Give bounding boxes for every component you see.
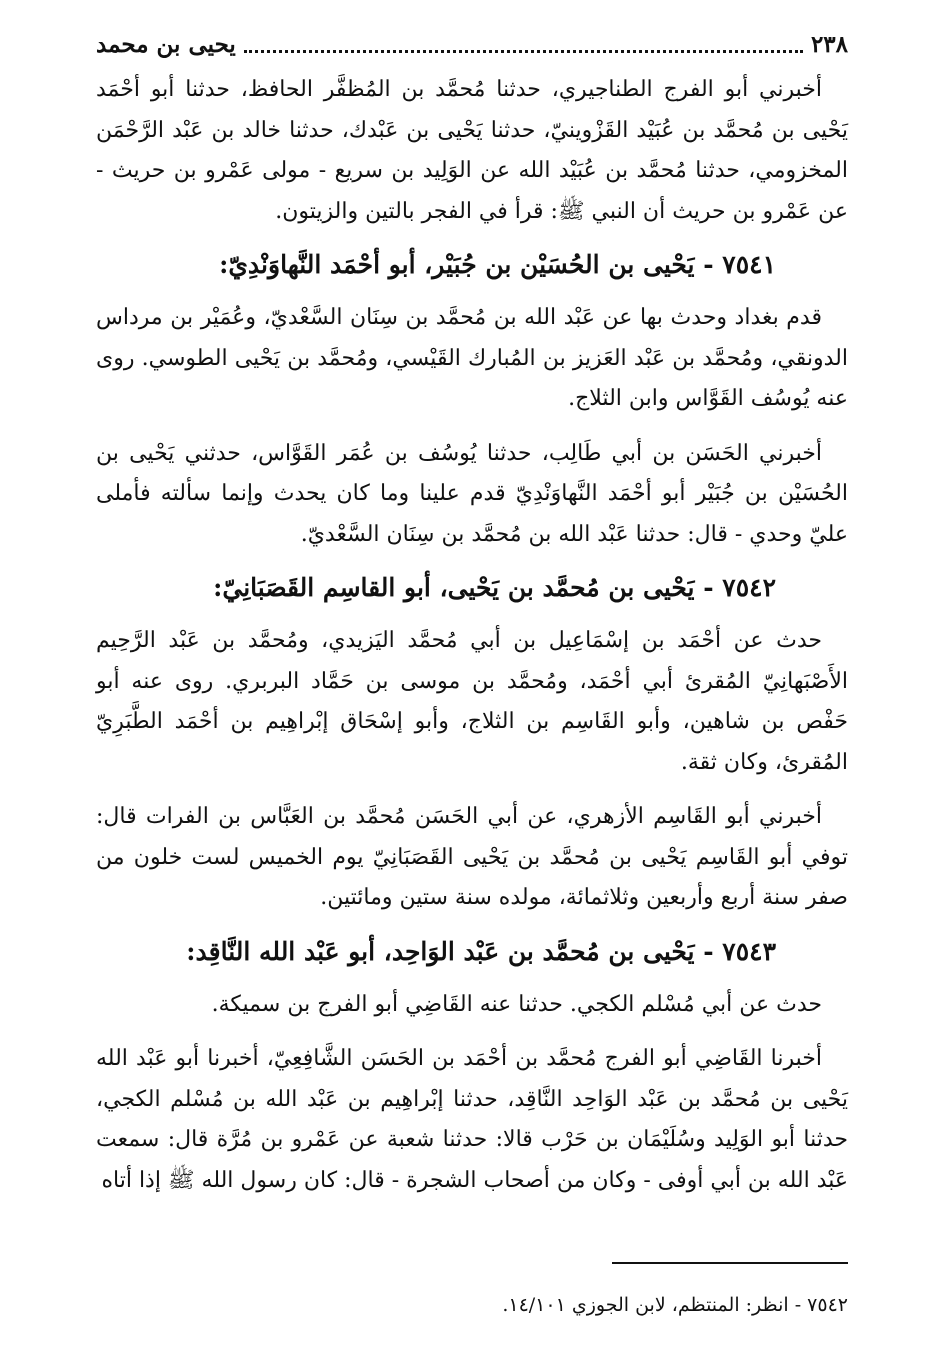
paragraph: أخبرني الحَسَن بن أبي طَالِب، حدثنا يُوسُف بن عُمَر القَوَّاس، حدثني يَحْيى بن الحُسَيْن بن جُبَيْر أبو أحْمَد النَّهاوَنْدِيّ قدم علينا وما كان يحدث وإنما سألته فأملى عليّ وحدي - قال: حدثنا عَبْد الله بن مُحمَّد بن سِنَان السَّعْديّ. — [96, 440, 848, 547]
paragraph: أخبرنا القَاضِي أبو الفرج مُحمَّد بن أحْمَد بن الحَسَن الشَّافِعِيّ، أخبرنا أبو عَبْد الله يَحْيى بن مُحمَّد بن عَبْد الوَاحِد النَّاقِد، حدثنا إبْراهِيم بن عَبْد الله بن مُسْلم الكجي، حدثنا أبو الوَلِيد وسُلَيْمَان بن حَرْب قالا: حدثنا شعبة عن عَمْرو بن مُرَّة قال: سمعت عَبْد الله بن أبي أوفى - وكان من أصحاب الشجرة - قال: كان رسول الله ﷺ إذا أتاه — [96, 1046, 848, 1193]
paragraph: حدث عن أبي مُسْلم الكجي. حدثنا عنه القَاضِي أبو الفرج بن سميكة. — [211, 991, 822, 1017]
entry-heading: ٧٥٤١ - يَحْيى بن الحُسَيْن بن جُبَيْر، أبو أحْمَد النَّهاوَنْدِيّ: — [219, 250, 776, 279]
footnote-rule — [612, 1262, 848, 1264]
entry-heading: ٧٥٤٣ - يَحْيى بن مُحمَّد بن عَبْد الوَاحِد، أبو عَبْد الله النَّاقِد: — [186, 936, 776, 966]
paragraph: أخبرني أبو الفرج الطناجيري، حدثنا مُحمَّد بن المُظفَّر الحافظ، حدثنا أبو أحْمَد يَحْيى بن مُحمَّد بن عُبَيْد القَزْوينيّ، حدثنا يَحْيى بن عَبْدك، حدثنا خالد بن عَبْد الرَّحْمَن المخزومي، حدثنا مُحمَّد بن عُبَيْد الله عن الوَلِيد بن سريع - مولى عَمْرو بن حريث - عن عَمْرو بن حريث أن النبي ﷺ: قرأ في الفجر بالتين والزيتون. — [96, 77, 848, 224]
paragraph: حدث عن أحْمَد بن إسْمَاعِيل بن أبي مُحمَّد اليَزيدي، ومُحمَّد بن عَبْد الرَّحِيم الأَصْبَهانِيّ المُقرئ أبي أحْمَد، ومُحمَّد بن موسى بن حَمَّاد البربري. روى عنه أبو حَفْص بن شاهين، وأبو القَاسِم بن الثلاج، وأبو إسْحَاق إبْراهِيم بن أحْمَد الطَّبَرِيّ المُقرئ، وكان ثقة. — [96, 628, 848, 775]
footnote: ٧٥٤٢ - انظر: المنتظم، لابن الجوزي ١٤/١٠١. — [502, 1294, 848, 1316]
paragraph: قدم بغداد وحدث بها عن عَبْد الله بن مُحمَّد بن سِنَان السَّعْديّ، وعُمَيْر بن مرداس الدونقي، ومُحمَّد بن عَبْد العَزيز بن المُبارك القَيْسي، ومُحمَّد بن يَحْيى الطوسي. روى عنه يُوسُف القَوَّاس وابن الثلاج. — [96, 305, 848, 411]
running-title: يحيى بن محمد — [96, 31, 236, 58]
leader-dots — [244, 50, 803, 53]
page-number: ٢٣٨ — [810, 31, 848, 58]
paragraph: أخبرني أبو القَاسِم الأزهري، عن أبي الحَسَن مُحمَّد بن العَبَّاس بن الفرات قال: توفي أبو القَاسِم يَحْيى بن مُحمَّد بن يَحْيى القَصَبَانِيّ يوم الخميس لست خلون من صفر سنة أربع وأربعين وثلاثمائة، مولده سنة ستين ومائتين. — [96, 804, 849, 910]
running-header — [96, 28, 848, 62]
entry-heading: ٧٥٤٢ - يَحْيى بن مُحمَّد بن يَحْيى، أبو القاسِم القَصَبَانِيّ: — [213, 573, 776, 602]
page-body — [96, 70, 848, 1201]
